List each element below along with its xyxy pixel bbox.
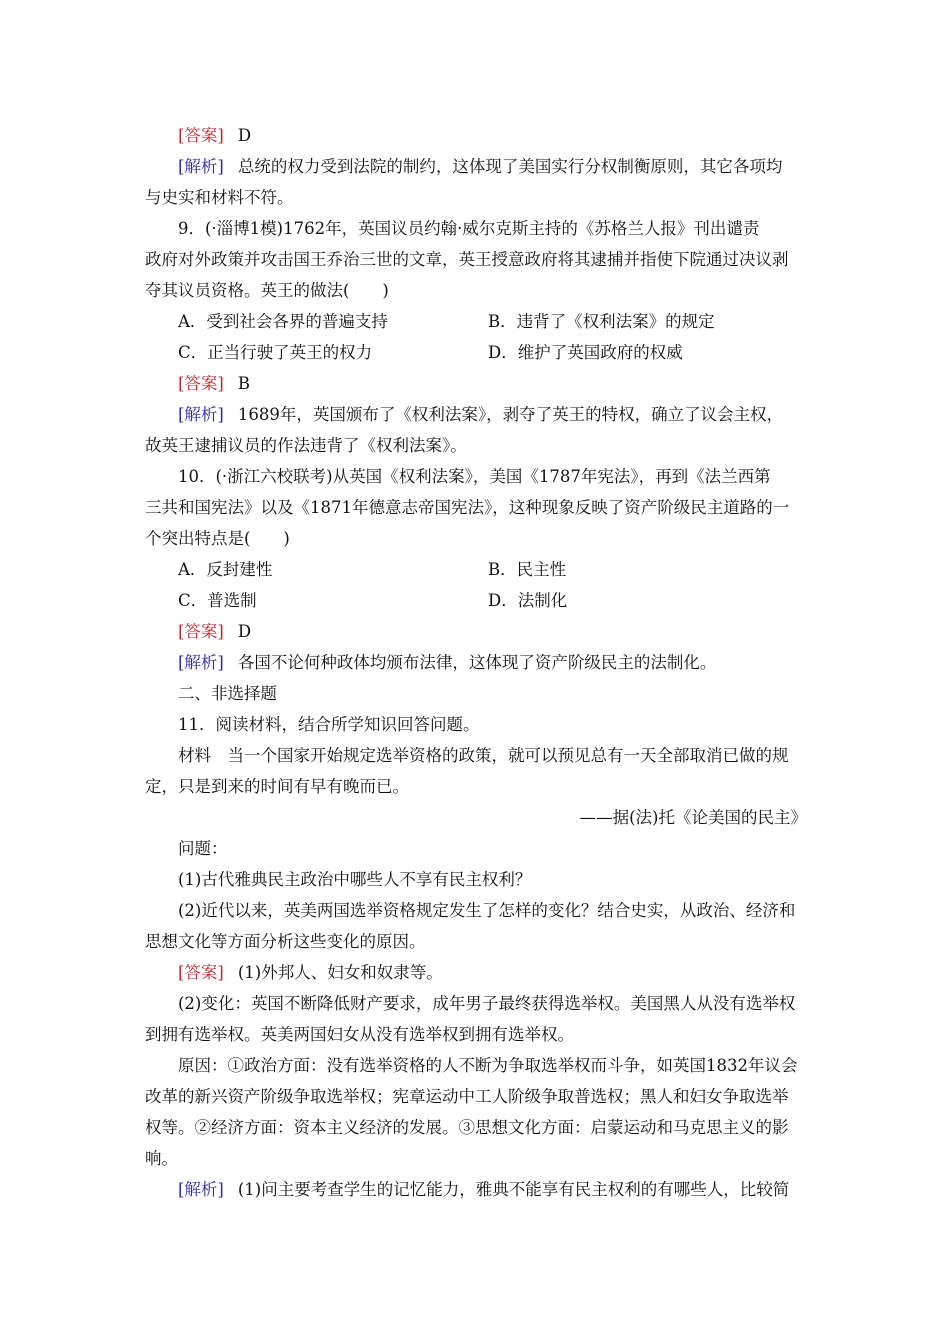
question-1: (1)古代雅典民主政治中哪些人不享有民主权利？ bbox=[178, 870, 532, 889]
q10-stem-cont: 三共和国宪法》以及《1871年德意志帝国宪法》，这种现象反映了资产阶级民主道路的一 bbox=[145, 498, 790, 517]
q9-stem: 9．(·淄博1模)1762年，英国议员约翰·威尔克斯主持的《苏格兰人报》刊出谴责 bbox=[178, 219, 760, 238]
q10-options-row bbox=[145, 554, 807, 585]
reason-text-cont: 响。 bbox=[145, 1149, 178, 1168]
q11-analysis-line bbox=[145, 1174, 807, 1205]
q9-stem-cont: 政府对外政策并攻击国王乔治三世的文章，英王授意政府将其逮捕并指使下院通过决议剥 bbox=[145, 250, 789, 269]
material-text: 材料 当一个国家开始规定选举资格的政策，就可以预见总有一天全部取消已做的规 bbox=[178, 746, 789, 765]
question-2-cont: 思想文化等方面分析这些变化的原因。 bbox=[145, 932, 426, 951]
q8-answer-line bbox=[145, 120, 807, 151]
q10-analysis-line bbox=[145, 647, 807, 678]
analysis-text: 各国不论何种政体均颁布法律，这体现了资产阶级民主的法制化。 bbox=[237, 653, 717, 672]
material-source: ——据(法)托《论美国的民主》 bbox=[579, 808, 807, 827]
answer-tag: [答案] bbox=[178, 126, 224, 145]
answer-tag: [答案] bbox=[178, 622, 224, 641]
document-page bbox=[145, 120, 807, 1205]
answer-value: D bbox=[237, 126, 252, 145]
reason-text-cont: 改革的新兴资产阶级争取选举权；宪章运动中工人阶级争取普选权；黑人和妇女争取选举 bbox=[145, 1087, 789, 1106]
q10-option-a: A．反封建性 bbox=[178, 560, 273, 579]
analysis-tag: [解析] bbox=[178, 653, 224, 672]
analysis-tag: [解析] bbox=[178, 157, 224, 176]
analysis-tag: [解析] bbox=[178, 405, 224, 424]
q9-option-d: D．维护了英国政府的权威 bbox=[488, 343, 683, 362]
section-heading: 二、非选择题 bbox=[178, 684, 277, 703]
answer-1: (1)外邦人、妇女和奴隶等。 bbox=[237, 963, 443, 982]
q10-option-c: C．普选制 bbox=[178, 591, 257, 610]
q9-stem-cont: 夺其议员资格。英王的做法( ) bbox=[145, 281, 389, 300]
analysis-text: 1689年，英国颁布了《权利法案》，剥夺了英王的特权，确立了议会主权， bbox=[237, 405, 784, 424]
question-2: (2)近代以来，英美两国选举资格规定发生了怎样的变化？结合史实，从政治、经济和 bbox=[178, 901, 796, 920]
reason-text-cont: 权等。②经济方面：资本主义经济的发展。③思想文化方面：启蒙运动和马克思主义的影 bbox=[145, 1118, 789, 1137]
q9-options-row bbox=[145, 306, 807, 337]
q10-answer-line bbox=[145, 616, 807, 647]
q11-stem: 11．阅读材料，结合所学知识回答问题。 bbox=[178, 715, 480, 734]
q9-option-a: A．受到社会各界的普遍支持 bbox=[178, 312, 388, 331]
q10-stem: 10．(·浙江六校联考)从英国《权利法案》，美国《1787年宪法》，再到《法兰西第 bbox=[178, 467, 771, 486]
q10-option-b: B．民主性 bbox=[488, 560, 567, 579]
analysis-tag: [解析] bbox=[178, 1180, 224, 1199]
answer-tag: [答案] bbox=[178, 374, 224, 393]
q9-option-b: B．违背了《权利法案》的规定 bbox=[488, 312, 715, 331]
q9-analysis-line bbox=[145, 399, 807, 430]
answer-tag: [答案] bbox=[178, 963, 224, 982]
q10-stem-cont: 个突出特点是( ) bbox=[145, 529, 290, 548]
q11-answer-line bbox=[145, 957, 807, 988]
answer-value: B bbox=[237, 374, 251, 393]
answer-2: (2)变化：英国不断降低财产要求，成年男子最终获得选举权。美国黑人从没有选举权 bbox=[178, 994, 796, 1013]
q10-options-row bbox=[145, 585, 807, 616]
q8-analysis-cont: 与史实和材料不符。 bbox=[145, 188, 294, 207]
analysis-text: (1)问主要考查学生的记忆能力，雅典不能享有民主权利的有哪些人，比较简 bbox=[237, 1180, 790, 1199]
q9-option-c: C．正当行驶了英王的权力 bbox=[178, 343, 373, 362]
q8-analysis-line bbox=[145, 151, 807, 182]
q9-answer-line bbox=[145, 368, 807, 399]
answer-2-cont: 到拥有选举权。英美两国妇女从没有选举权到拥有选举权。 bbox=[145, 1025, 574, 1044]
q9-options-row bbox=[145, 337, 807, 368]
reason-text: 原因：①政治方面：没有选举资格的人不断为争取选举权而斗争，如英国1832年议会 bbox=[178, 1056, 798, 1075]
material-text-cont: 定，只是到来的时间有早有晚而已。 bbox=[145, 777, 409, 796]
questions-label: 问题： bbox=[178, 839, 228, 858]
analysis-text: 总统的权力受到法院的制约，这体现了美国实行分权制衡原则，其它各项均 bbox=[237, 157, 783, 176]
answer-value: D bbox=[237, 622, 252, 641]
q10-option-d: D．法制化 bbox=[488, 591, 568, 610]
q9-analysis-cont: 故英王逮捕议员的作法违背了《权利法案》。 bbox=[145, 436, 467, 455]
